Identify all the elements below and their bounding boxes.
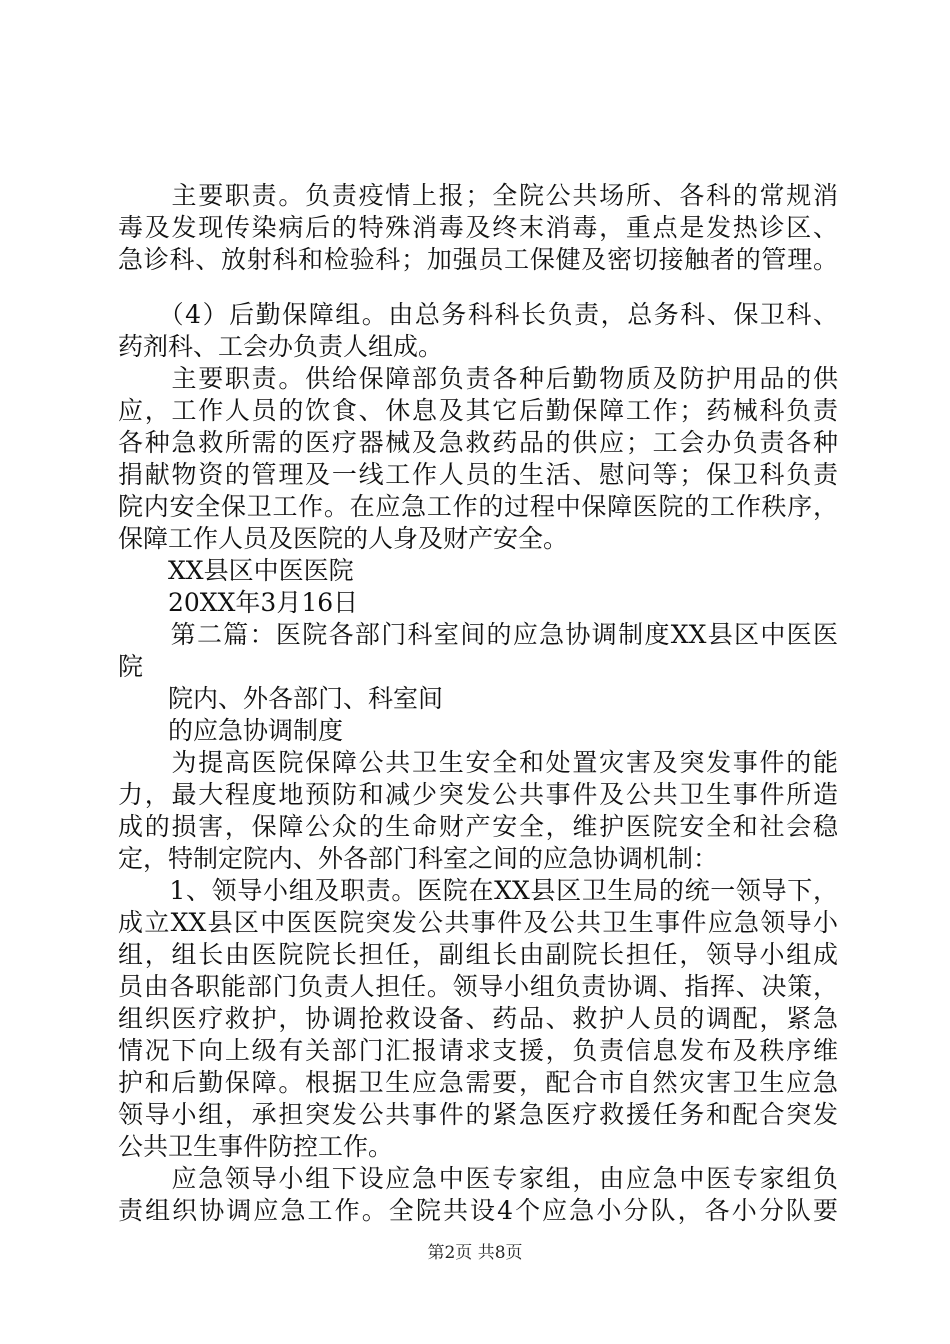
doc-subtitle: 院内、外各部门、科室间 (118, 684, 444, 713)
text-line: 急诊科、放射科和检验科；加强员工保健及密切接触者的管理。 (118, 245, 838, 274)
text-line: 护和后勤保障。根据卫生应急需要，配合市自然灾害卫生应急 (118, 1068, 838, 1097)
text-line: 主要职责。供给保障部负责各种后勤物质及防护用品的供 (118, 364, 838, 393)
text-line: 主要职责。负责疫情上报；全院公共场所、各科的常规消 (118, 181, 838, 210)
text-line: 组，组长由医院院长担任，副组长由副院长担任，领导小组成 (118, 940, 838, 969)
text-line: 为提高医院保障公共卫生安全和处置灾害及突发事件的能 (118, 748, 838, 777)
text-line: 员由各职能部门负责人担任。领导小组负责协调、指挥、决策， (118, 972, 838, 1001)
text-line: 定，特制定院内、外各部门科室之间的应急协调机制： (118, 844, 719, 873)
text-line: 药剂科、工会办负责人组成。 (118, 332, 444, 361)
text-line: 组织医疗救护，协调抢救设备、药品、救护人员的调配，紧急 (118, 1004, 838, 1033)
signature-org: XX县区中医医院 (118, 556, 354, 585)
text-line: 院内安全保卫工作。在应急工作的过程中保障医院的工作秩序， (118, 492, 838, 521)
text-line: 保障工作人员及医院的人身及财产安全。 (118, 524, 569, 553)
text-line: 应急领导小组下设应急中医专家组，由应急中医专家组负 (118, 1164, 838, 1193)
text-line: 各种急救所需的医疗器械及急救药品的供应；工会办负责各种 (118, 428, 838, 457)
text-line: 成立XX县区中医医院突发公共事件及公共卫生事件应急领导小 (118, 908, 838, 937)
doc-subtitle: 的应急协调制度 (118, 716, 344, 745)
text-line: 毒及发现传染病后的特殊消毒及终末消毒，重点是发热诊区、 (118, 213, 838, 242)
text-line: 力，最大程度地预防和减少突发公共事件及公共卫生事件所造 (118, 780, 838, 809)
text-line: 捐献物资的管理及一线工作人员的生活、慰问等；保卫科负责 (118, 460, 838, 489)
text-line: 公共卫生事件防控工作。 (118, 1132, 394, 1161)
text-line: 领导小组，承担突发公共事件的紧急医疗救援任务和配合突发 (118, 1100, 838, 1129)
section-heading: 第二篇：医院各部门科室间的应急协调制度XX县区中医医 (118, 620, 838, 649)
text-line: 1、领导小组及职责。医院在XX县区卫生局的统一领导下， (118, 876, 838, 905)
text-line: 成的损害，保障公众的生命财产安全，维护医院安全和社会稳 (118, 812, 838, 841)
signature-date: 20XX年3月16日 (118, 588, 359, 617)
page-footer: 第2页 共8页 (427, 1243, 523, 1263)
text-line: 应，工作人员的饮食、休息及其它后勤保障工作；药械科负责 (118, 396, 838, 425)
text-line: 责组织协调应急工作。全院共设4个应急小分队，各小分队要 (118, 1196, 838, 1225)
text-line: （4）后勤保障组。由总务科科长负责，总务科、保卫科、 (118, 300, 838, 329)
text-line: 情况下向上级有关部门汇报请求支援，负责信息发布及秩序维 (118, 1036, 838, 1065)
section-heading-cont: 院 (118, 652, 144, 681)
